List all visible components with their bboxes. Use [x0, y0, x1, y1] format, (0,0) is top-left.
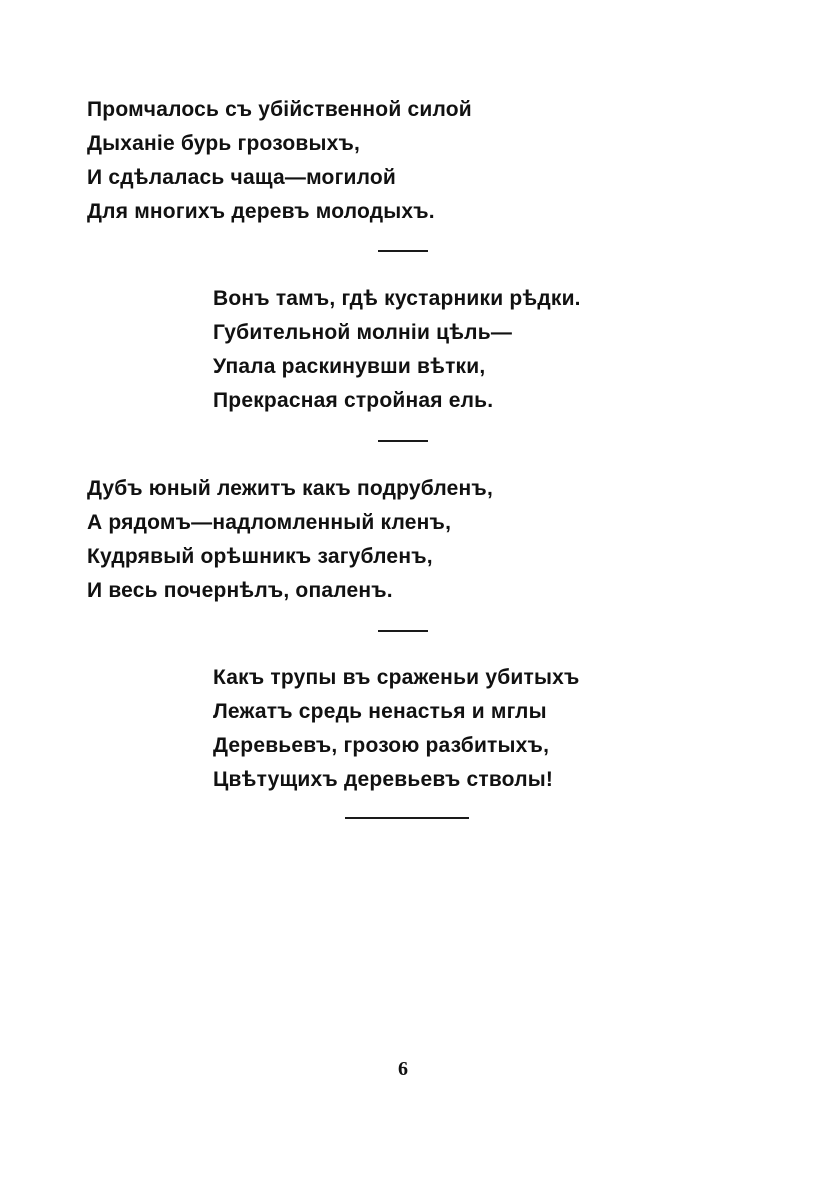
stanza-line: А рядомъ—надломленный кленъ,: [87, 511, 452, 534]
stanza-line: Для многихъ деревъ молодыхъ.: [87, 200, 435, 223]
stanza-line: Какъ трупы въ сраженьи убитыхъ: [213, 666, 580, 689]
stanza-3: [87, 472, 493, 608]
stanza-line: Вонъ тамъ, гдѣ кустарники рѣдки.: [213, 287, 581, 310]
stanza-line: Упала раскинувши вѣтки,: [213, 355, 486, 378]
stanza-1: [87, 93, 472, 229]
stanza-line: Дубъ юный лежитъ какъ подрубленъ,: [87, 477, 493, 500]
stanza-line: Губительной молніи цѣль—: [213, 321, 513, 344]
stanza-line: Кудрявый орѣшникъ загубленъ,: [87, 545, 433, 568]
stanza-line: Дыханіе бурь грозовыхъ,: [87, 132, 361, 155]
end-rule: [345, 817, 469, 819]
stanza-line: Прекрасная стройная ель.: [213, 389, 494, 412]
stanza-line: Лежатъ средь ненастья и мглы: [213, 700, 547, 723]
stanza-line: Промчалось съ убійственной силой: [87, 98, 472, 121]
stanza-line: И весь почернѣлъ, опаленъ.: [87, 579, 393, 602]
stanza-line: Цвѣтущихъ деревьевъ стволы!: [213, 768, 554, 791]
stanza-separator: [378, 630, 428, 632]
stanza-2: [213, 282, 581, 418]
stanza-4: [213, 661, 580, 797]
stanza-line: Деревьевъ, грозою разбитыхъ,: [213, 734, 550, 757]
stanza-separator: [378, 440, 428, 442]
stanza-line: И сдѣлалась чаща—могилой: [87, 166, 397, 189]
page-number: 6: [398, 1058, 408, 1080]
stanza-separator: [378, 250, 428, 252]
